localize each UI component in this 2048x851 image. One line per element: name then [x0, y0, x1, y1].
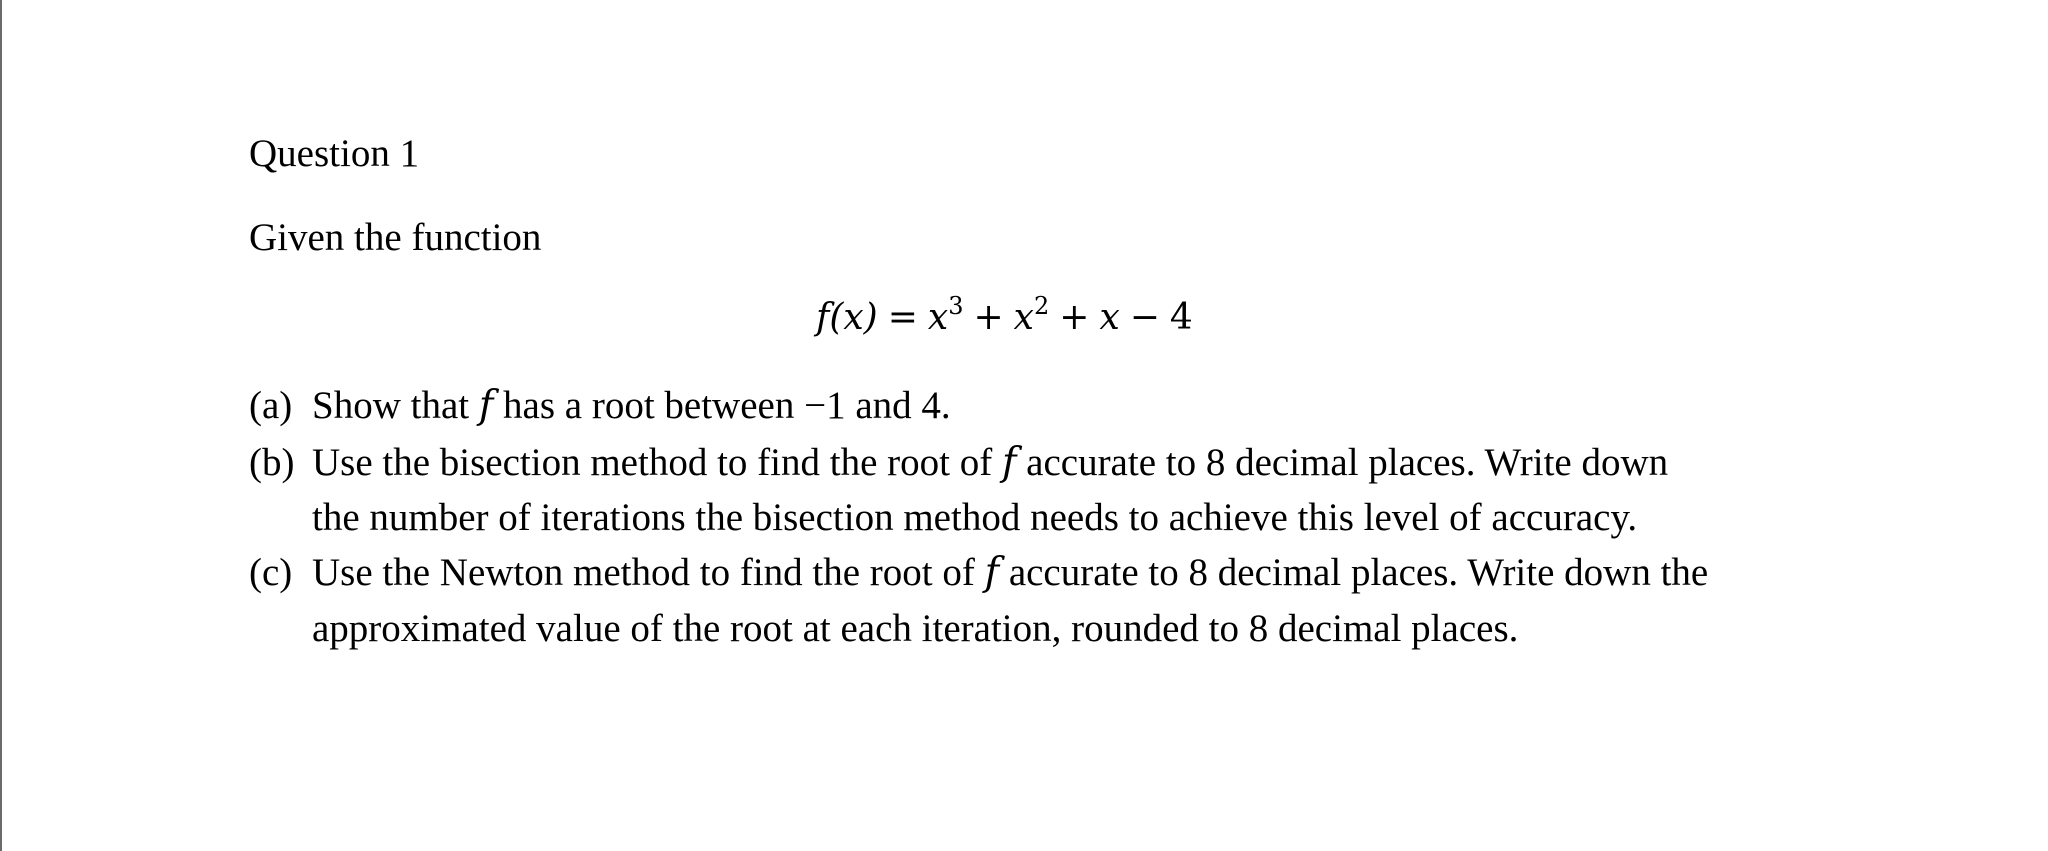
- part-b-line-2: the number of iterations the bisection method needs to achieve this level of accuracy.: [312, 496, 1638, 539]
- formula-arg: (x): [829, 297, 878, 338]
- part-a-label: (a): [249, 384, 293, 427]
- part-c-line-2: approximated value of the root at each iteration, rounded to 8 decimal places.: [312, 607, 1519, 650]
- formula-minus: −: [1129, 297, 1160, 338]
- formula-f: f: [816, 297, 830, 338]
- formula-exponent-2: 2: [1033, 292, 1050, 320]
- question-title: Question 1: [249, 132, 420, 175]
- part-c-pre: Use the Newton method to find the root of: [312, 551, 975, 594]
- part-b-post: accurate to 8 decimal places. Write down: [1026, 441, 1669, 484]
- part-c-var: f: [984, 550, 1000, 595]
- part-c-label: (c): [249, 551, 293, 594]
- part-b-label: (b): [249, 441, 295, 484]
- formula-constant: 4: [1169, 297, 1193, 338]
- formula-x-linear: x: [1099, 297, 1120, 338]
- part-a-pre: Show that: [312, 384, 470, 427]
- formula-exponent-3: 3: [948, 292, 964, 320]
- part-b-line-1: [312, 440, 1669, 485]
- formula-x-cubed-base: x: [927, 297, 949, 338]
- formula-plus-1: +: [973, 297, 1004, 338]
- part-c-post: accurate to 8 decimal places. Write down the: [1008, 551, 1709, 594]
- formula-plus-2: +: [1059, 297, 1090, 338]
- formula-x-squared-base: x: [1013, 297, 1034, 338]
- part-b-pre: Use the bisection method to find the root of: [312, 441, 993, 484]
- part-a-text: [312, 383, 951, 428]
- function-formula: [816, 292, 1193, 338]
- part-b-var: f: [1001, 440, 1017, 485]
- question-intro: Given the function: [249, 216, 542, 259]
- formula-equals: =: [887, 297, 918, 338]
- part-c-line-1: [312, 550, 1709, 595]
- part-a-var: f: [478, 383, 494, 428]
- part-a-post: has a root between −1 and 4.: [503, 384, 951, 427]
